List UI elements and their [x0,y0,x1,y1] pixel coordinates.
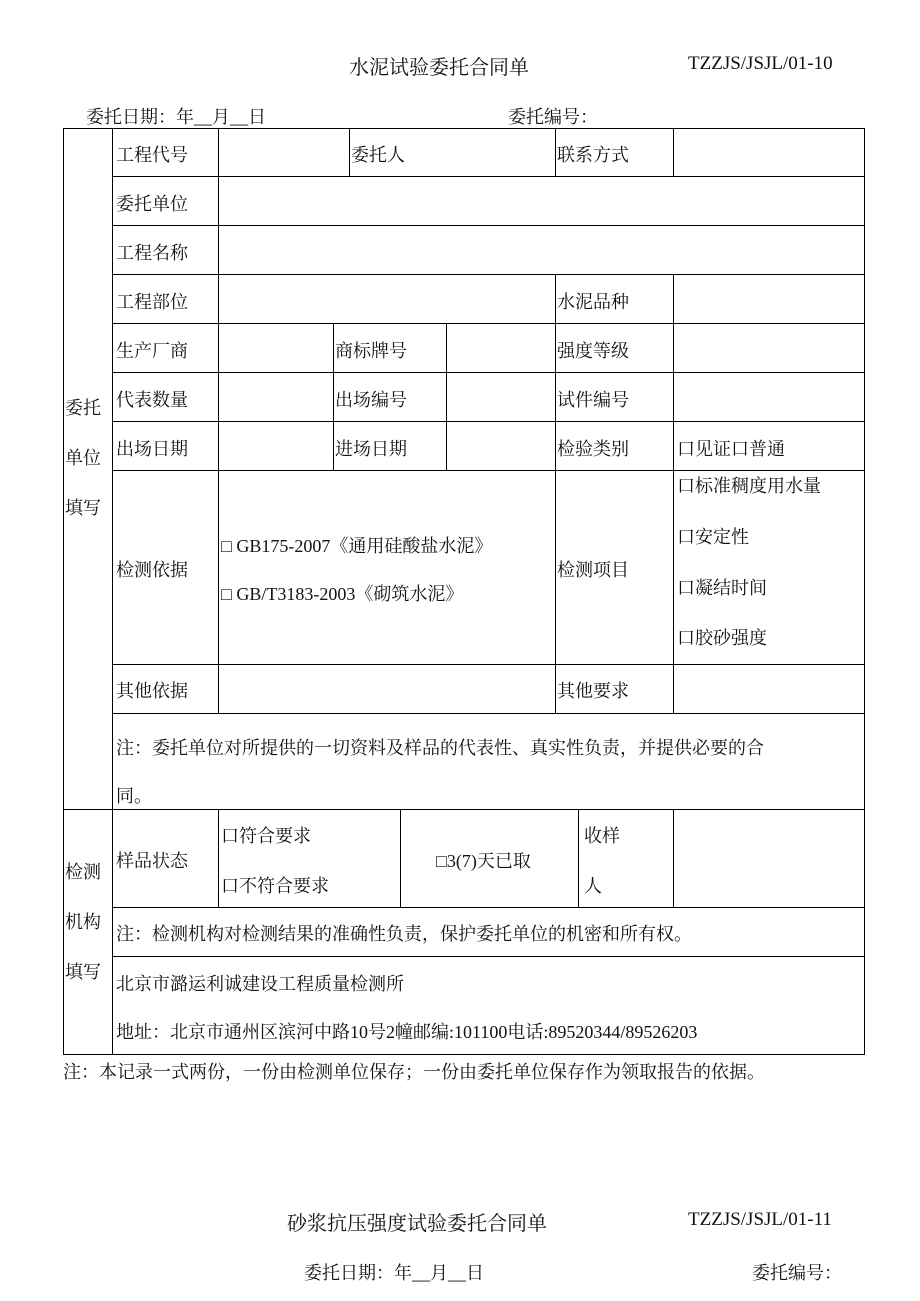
section1-label-line1: 委托 [65,398,101,418]
sample-taken-option[interactable]: □3(7)天已取 [436,851,531,871]
project-name-label: 工程名称 [116,243,188,263]
sample-state-label: 样品状态 [116,851,188,871]
state-option-nonconform[interactable]: 口不符合要求 [221,876,329,896]
receiver-label-line1: 收样 [584,826,620,846]
other-basis-label: 其他依据 [116,681,188,701]
client-label: 委托人 [351,145,405,165]
section2-label-line3: 填写 [65,962,101,982]
other-req-label: 其他要求 [557,681,629,701]
state-option-conform[interactable]: 口符合要求 [221,826,311,846]
form-title: 水泥试验委托合同单 [349,55,529,79]
basis-option-gbt3183[interactable]: □ GB/T3183-2003《砌筑水泥》 [221,584,464,604]
item-option-mortar-strength[interactable]: 口胶砂强度 [677,628,767,648]
lab-name: 北京市潞运利诚建设工程质量检测所 [116,974,404,994]
items-label: 检测项目 [557,560,629,580]
lab-note: 注：检测机构对检测结果的准确性负责，保护委托单位的机密和所有权。 [116,924,692,944]
quantity-label: 代表数量 [116,390,188,410]
receiver-label-line2: 人 [584,876,602,896]
item-option-setting-time[interactable]: 口凝结时间 [677,578,767,598]
footer-note: 注：本记录一式两份，一份由检测单位保存；一份由委托单位保存作为领取报告的依据。 [63,1062,765,1082]
factory-no-label: 出场编号 [335,390,407,410]
basis-label: 检测依据 [116,560,188,580]
item-option-soundness[interactable]: 口安定性 [677,527,749,547]
project-code-label: 工程代号 [116,145,188,165]
specimen-no-label: 试件编号 [557,390,629,410]
form-code: TZZJS/JSJL/01-10 [688,53,833,74]
form2-title: 砂浆抗压强度试验委托合同单 [287,1211,547,1235]
contact-label: 联系方式 [557,145,629,165]
entrust-date-label: 委托日期：年__月__日 [86,107,266,127]
section2-label-line2: 机构 [65,912,101,932]
section1-label-line3: 填写 [65,498,101,518]
cement-type-label: 水泥品种 [557,292,629,312]
client-note-line2: 同。 [116,786,152,806]
item-option-consistency[interactable]: 口标准稠度用水量 [677,476,821,496]
inspection-type-options[interactable]: 口见证口普通 [677,439,785,459]
lab-address: 地址：北京市通州区滨河中路10号2幢邮编:101100电话:89520344/89526203 [116,1022,698,1042]
section1-label-line2: 单位 [65,448,101,468]
form2-code: TZZJS/JSJL/01-11 [688,1209,832,1230]
section2-label-line1: 检测 [65,862,101,882]
arrival-date-label: 进场日期 [335,439,407,459]
inspection-type-label: 检验类别 [557,439,629,459]
client-unit-label: 委托单位 [116,194,188,214]
manufacturer-label: 生产厂商 [116,341,188,361]
basis-option-gb175[interactable]: □ GB175-2007《通用硅酸盐水泥》 [221,536,493,556]
factory-date-label: 出场日期 [116,439,188,459]
form2-entrust-date-label: 委托日期：年__月__日 [304,1263,484,1283]
form2-entrust-number-label: 委托编号： [752,1263,842,1283]
strength-grade-label: 强度等级 [557,341,629,361]
entrust-number-label: 委托编号： [508,107,598,127]
client-note-line1: 注：委托单位对所提供的一切资料及样品的代表性、真实性负责，并提供必要的合 [116,738,764,758]
brand-label: 商标牌号 [335,341,407,361]
project-part-label: 工程部位 [116,292,188,312]
